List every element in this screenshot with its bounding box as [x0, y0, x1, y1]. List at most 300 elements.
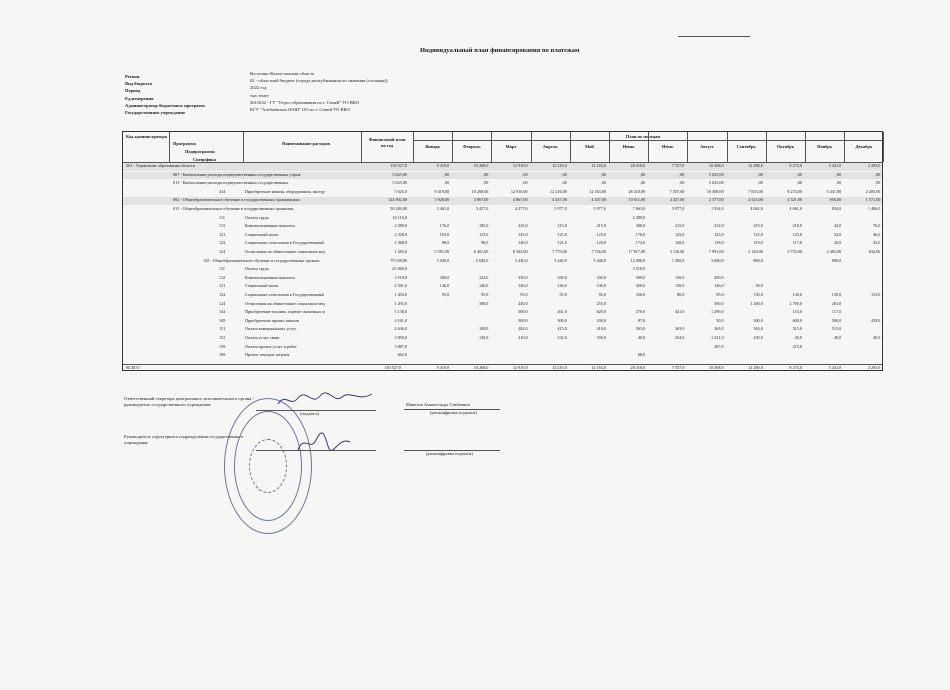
row-plan: 1 494,0 — [394, 292, 407, 297]
row-name: Компенсационные выплаты — [245, 274, 295, 280]
grid-line — [766, 132, 767, 162]
row-month-value: 7 991,00 — [708, 249, 724, 254]
row-month-value: 4 062,0 — [750, 206, 763, 211]
row-code: 159 — [219, 343, 226, 349]
row-month-value: 200,0 — [714, 274, 724, 280]
row-month-value: 800,0 — [831, 257, 842, 263]
row-month-value: 4 277,0 — [515, 206, 528, 211]
table-row — [123, 197, 882, 205]
row-code: 149 — [219, 317, 226, 323]
row-month-value: 153,0 — [870, 292, 881, 297]
row-month-value: 121,0 — [557, 240, 567, 246]
row-plan: 5 625,00 — [392, 180, 407, 186]
row-month-value: 170,0 — [635, 231, 646, 237]
row-month-value: 90,0 — [481, 240, 489, 246]
row-month-value: 12 910,0 — [512, 163, 528, 168]
row-plan: 5 625,00 — [392, 171, 407, 177]
row-name: Социальные отчисления в Государственный — [245, 240, 324, 246]
row-month-value: 95,0 — [716, 292, 724, 297]
row-code: 414 — [219, 188, 226, 194]
row-code: 011 - Общеобразовательное обучение в государственных организац — [173, 206, 294, 211]
responsible-label: Ответственный секретарь центрального исполнительного органа / руководитель государственного учреждения — [124, 396, 254, 408]
row-month-value: ,00 — [679, 180, 685, 186]
row-month-value: 1 571,00 — [865, 197, 881, 203]
row-month-value: 30,0 — [755, 283, 763, 289]
row-month-value: 255,0 — [596, 300, 606, 306]
row-month-value: 68,0 — [637, 352, 646, 358]
row-month-value: 5 581,00 — [434, 249, 450, 254]
row-month-value: 43,0 — [873, 240, 881, 246]
row-month-value: 115,0 — [479, 231, 489, 237]
row-month-value: 44,0 — [833, 223, 842, 229]
row-month-value: 254,0 — [674, 335, 685, 340]
row-month-value: 9 419,0 — [436, 163, 450, 168]
row-code: 145 - Общеобразовательное обучение в государственных организ — [203, 257, 320, 263]
row-month-value: ,00 — [600, 171, 606, 177]
row-month-value: 185,0 — [478, 223, 489, 229]
table-row — [123, 318, 882, 326]
row-month-value: 1 341,0 — [711, 335, 724, 340]
table-row — [123, 180, 882, 188]
row-plan: 1 283,0 — [394, 249, 407, 254]
row-month-value: 4 523,00 — [748, 197, 763, 203]
row-month-value: 9 419,00 — [434, 188, 450, 194]
row-month-value: ,00 — [835, 180, 842, 186]
row-month-value: 3 437,0 — [475, 206, 489, 211]
row-month-value: 322,0 — [478, 274, 489, 280]
row-code: 261 - Управление образования области — [126, 163, 195, 168]
table-row — [123, 266, 882, 274]
official-seal — [224, 398, 312, 534]
row-month-value: 26,0 — [833, 240, 842, 246]
row-month-value: 3 461,0 — [436, 206, 450, 211]
row-month-value: 3 600,0 — [711, 257, 724, 263]
row-month-value: 7 663,0 — [632, 206, 646, 211]
row-name: Приобретение машин, оборудования, инстру — [245, 188, 325, 194]
grid-line — [570, 132, 571, 162]
row-month-value: 95,0 — [520, 292, 528, 297]
grid-line — [123, 162, 882, 163]
row-month-value: 5 440,0 — [515, 257, 528, 263]
header-label: Период — [125, 88, 141, 94]
row-month-value: 330,0 — [518, 274, 528, 280]
decode-hint-2: (расшифровка подписи) — [426, 451, 473, 456]
row-month-value: 3 120,00 — [669, 249, 685, 254]
row-month-value: 300,0 — [478, 300, 489, 306]
row-month-value: 153,0 — [792, 309, 802, 315]
row-plan: 2 561,0 — [394, 283, 407, 289]
row-name: Оплата труда — [245, 214, 269, 220]
row-month-value: 3 977,0 — [671, 206, 685, 211]
row-plan: 124 902,00 — [388, 197, 407, 203]
row-month-value: 87,0 — [637, 317, 646, 323]
row-month-value: 300,0 — [557, 317, 567, 323]
row-month-value: 415,0 — [557, 326, 567, 332]
payments-table — [122, 131, 883, 371]
row-month-value: 3 977,0 — [554, 206, 567, 211]
decode-hint-1: (расшифровка подписи) — [430, 410, 477, 415]
row-name: Социальный налог — [245, 231, 279, 237]
row-plan: 79 538,00 — [390, 257, 407, 263]
total-month-value: 12 216,0 — [552, 365, 567, 370]
row-month-value: 240,0 — [518, 300, 528, 306]
row-month-value: 215,0 — [596, 223, 606, 229]
row-month-value: 120,0 — [674, 240, 685, 246]
month-header: Март — [505, 144, 517, 149]
row-name: Оплата коммунальных услуг — [245, 326, 297, 332]
row-month-value: 634,00 — [868, 249, 881, 254]
total-month-value: 7 557,0 — [671, 365, 685, 370]
row-month-value: 119,0 — [753, 240, 763, 246]
table-row — [123, 258, 882, 266]
row-month-value: 2 205,0 — [867, 163, 881, 168]
row-code: 152 — [219, 335, 226, 340]
row-month-value: 95,0 — [481, 292, 489, 297]
row-month-value: 46,0 — [873, 231, 881, 237]
row-month-value: 589,0 — [635, 274, 646, 280]
total-plan: 130 527,0 — [384, 365, 401, 370]
row-month-value: ,00 — [639, 180, 646, 186]
grid-line — [413, 132, 414, 162]
row-month-value: 40,0 — [873, 335, 881, 340]
row-month-value: 3 928,00 — [434, 197, 450, 203]
document-title: Индивидуальный план финансирования по платежам — [420, 47, 580, 54]
row-month-value: 3 753,00 — [787, 249, 802, 254]
row-month-value: 150,0 — [674, 274, 685, 280]
row-month-value: 7 557,0 — [671, 163, 685, 168]
grid-line — [169, 132, 170, 162]
row-name: Социальный налог — [245, 283, 279, 289]
row-month-value: 330,0 — [635, 292, 646, 297]
row-month-value: 108,0 — [478, 326, 489, 332]
row-month-value: 2 377,00 — [708, 197, 724, 203]
row-month-value: 10 368,00 — [706, 188, 724, 194]
row-code: 122 — [219, 292, 226, 297]
row-month-value: 363,0 — [635, 326, 646, 332]
row-plan: 5 138,0 — [394, 309, 407, 315]
row-month-value: 5 441,00 — [826, 188, 842, 194]
row-month-value: 4 437,00 — [669, 197, 685, 203]
row-code: 112 — [219, 274, 226, 280]
row-code: 111 — [219, 266, 225, 272]
row-month-value: 515,0 — [831, 326, 842, 332]
col-name-header: Наименование расходов — [282, 141, 330, 146]
row-plan: 1 368,0 — [394, 240, 407, 246]
row-month-value: 3 120,00 — [748, 249, 763, 254]
row-plan: 3 859,0 — [394, 335, 407, 340]
grid-line — [413, 140, 884, 141]
row-plan: 130 527,0 — [390, 163, 407, 168]
row-code: 144 — [219, 309, 226, 315]
row-month-value: 3 977,0 — [593, 206, 606, 211]
row-month-value: 117,0 — [792, 240, 802, 246]
row-month-value: 130,0 — [831, 292, 842, 297]
month-header: Июль — [662, 144, 674, 149]
row-month-value: 1 299,0 — [711, 309, 724, 315]
head-label: Руководитель структурного подразделения государственного учреждения — [124, 434, 244, 446]
row-month-value: 500,0 — [831, 317, 842, 323]
row-month-value: 363,0 — [674, 326, 685, 332]
row-month-value: ,00 — [483, 180, 489, 186]
row-month-value: 363,0 — [753, 326, 763, 332]
row-month-value: 441,0 — [674, 309, 685, 315]
header-value: 02 - областной бюджет (города республиканского значения (столицы)) — [250, 78, 388, 84]
table-row — [123, 283, 882, 291]
row-month-value: 330,0 — [596, 335, 606, 340]
month-header: Февраль — [463, 144, 481, 149]
row-month-value: 40,0 — [794, 335, 802, 340]
row-month-value: 8 343,00 — [512, 249, 528, 254]
row-month-value: 215,0 — [792, 343, 802, 349]
row-month-value: 330,0 — [557, 274, 567, 280]
table-row — [123, 206, 882, 214]
month-header: Сентябрь — [736, 144, 756, 149]
total-month-value: 12 910,0 — [512, 365, 528, 370]
row-month-value: ,00 — [443, 171, 450, 177]
row-month-value: 146,0 — [557, 283, 567, 289]
row-name: Отчисления на обязательное социальное мед — [245, 300, 326, 306]
row-code: 067 - Капитальные расходы подведомственных государственных учреж — [173, 171, 301, 177]
row-month-value: 12 280,0 — [748, 163, 763, 168]
row-plan: 4 161,0 — [394, 317, 407, 323]
row-month-value: 95,0 — [598, 292, 606, 297]
row-month-value: 834,0 — [831, 206, 842, 211]
row-month-value: 125,0 — [674, 231, 685, 237]
col-plan-header: Финансовый план на год — [368, 137, 406, 148]
row-month-value: 100,0 — [596, 317, 606, 323]
col-subprogram-header: Подпрограмма — [185, 149, 215, 154]
row-month-value: ,00 — [796, 171, 802, 177]
row-month-value: 2 700,0 — [789, 300, 802, 306]
table-row — [123, 223, 882, 231]
row-month-value: ,00 — [483, 171, 489, 177]
header-label: Вид бюджета — [125, 81, 152, 87]
row-name: Отчисления на обязательное социальное мед — [245, 249, 326, 254]
row-month-value: 146,0 — [439, 283, 450, 289]
row-month-value: 12 163,00 — [589, 188, 606, 194]
row-month-value: 470,0 — [635, 309, 646, 315]
row-month-value: 869,0 — [753, 257, 763, 263]
row-month-value: 387,0 — [714, 343, 724, 349]
col-admin-header: Код администратора — [126, 134, 167, 139]
header-value: тыс.тенге — [250, 92, 269, 98]
row-month-value: 515,0 — [792, 326, 802, 332]
row-month-value: 130,0 — [792, 292, 802, 297]
row-month-value: 40,0 — [637, 335, 646, 340]
row-name: Социальные отчисления в Государственный — [245, 292, 324, 297]
row-plan: 1 493,0 — [394, 300, 407, 306]
row-month-value: 2 485,00 — [826, 249, 842, 254]
total-row — [123, 364, 882, 373]
row-month-value: 12 000,0 — [630, 257, 646, 263]
row-code: 113 — [219, 223, 226, 229]
row-month-value: 146,0 — [478, 283, 489, 289]
table-row — [123, 301, 882, 309]
row-month-value: 125,0 — [596, 231, 606, 237]
signature-2-scribble — [294, 430, 354, 456]
row-month-value: 32,0 — [833, 231, 842, 237]
table-row — [123, 275, 882, 283]
total-month-value: 2 205,0 — [867, 365, 881, 370]
row-month-value: 146,0 — [714, 283, 724, 289]
header-value: 2022 год — [250, 85, 267, 91]
grid-line — [491, 132, 492, 162]
table-row — [123, 240, 882, 248]
row-code: 124 — [219, 249, 226, 254]
row-month-value: 2 289,0 — [632, 214, 646, 220]
table-row — [123, 344, 882, 352]
grid-line — [361, 132, 362, 162]
row-plan: 45 069,0 — [392, 266, 407, 272]
row-month-value: 5 040,0 — [475, 257, 489, 263]
row-code: 122 — [219, 240, 226, 246]
table-row — [123, 292, 882, 300]
row-month-value: ,00 — [561, 180, 567, 186]
row-month-value: 1 200,0 — [750, 300, 763, 306]
row-month-value: 146,0 — [596, 283, 606, 289]
row-month-value: 7 557,00 — [669, 188, 685, 194]
row-month-value: 4 867,00 — [512, 197, 528, 203]
row-month-value: 3 518,0 — [632, 266, 646, 272]
total-month-value: 5 441,0 — [828, 365, 842, 370]
total-month-value: 12 280,0 — [748, 365, 763, 370]
col-specific-header: Специфика — [193, 157, 216, 162]
row-month-value: 145,0 — [518, 231, 528, 237]
row-month-value: 103,0 — [439, 231, 450, 237]
row-plan: 3 518,0 — [394, 274, 407, 280]
row-month-value: 330,0 — [596, 274, 606, 280]
row-month-value: 17 817,00 — [628, 249, 646, 254]
header-label: Администратор бюджетных программ — [125, 102, 205, 108]
seal-emblem — [249, 439, 287, 493]
row-month-value: ,00 — [796, 180, 802, 186]
row-month-value: 1 934,0 — [711, 206, 724, 211]
row-month-value: 5 040,0 — [436, 257, 450, 263]
grid-line — [452, 132, 453, 162]
table-row — [123, 309, 882, 317]
row-month-value: 5 440,0 — [593, 257, 606, 263]
row-month-value: 230,0 — [753, 335, 763, 340]
row-month-value: ,00 — [679, 171, 685, 177]
header-label: Ед.измерения — [125, 95, 154, 101]
grid-line — [609, 132, 610, 162]
grid-line — [648, 132, 649, 162]
row-month-value: 245,0 — [518, 223, 528, 229]
row-month-value: 7 655,00 — [748, 188, 763, 194]
table-row — [123, 163, 882, 171]
grid-line — [531, 132, 532, 162]
header-values — [250, 70, 388, 113]
row-code: 015 - Капитальные расходы подведомственных государственных — [173, 180, 289, 186]
total-label: ВСЕГО — [126, 365, 140, 370]
table-row — [123, 215, 882, 223]
month-header: Июнь — [622, 144, 635, 149]
header-value: КГУ "Алебаевская ООШ" ОО по г. Семей УО ВКО — [250, 107, 350, 113]
total-month-value: 10 268,0 — [473, 365, 489, 370]
row-month-value: ,00 — [835, 171, 842, 177]
row-month-value: 500,0 — [518, 317, 528, 323]
row-month-value: 12 216,0 — [552, 163, 567, 168]
table-row — [123, 172, 882, 180]
row-month-value: 12 910,00 — [510, 188, 528, 194]
row-month-value: 4 437,00 — [552, 197, 567, 203]
row-month-value: 123,0 — [714, 231, 724, 237]
row-month-value: 215,0 — [674, 223, 685, 229]
months-group-header: План по месяцам — [625, 134, 661, 139]
row-month-value: 5 440,0 — [554, 257, 567, 263]
month-header: Май — [584, 144, 594, 149]
row-month-value: 80,0 — [677, 292, 685, 297]
row-month-value: 600,0 — [792, 317, 802, 323]
row-month-value: 439,0 — [870, 317, 881, 323]
row-month-value: 28 418,00 — [628, 188, 646, 194]
row-month-value: 10 268,00 — [471, 188, 489, 194]
row-month-value: 7 726,00 — [591, 249, 606, 254]
row-month-value: 300,0 — [439, 274, 450, 280]
row-month-value: 1 200,0 — [671, 257, 685, 263]
row-month-value: 300,0 — [518, 309, 528, 315]
header-value: Восточно-Казахстанская область — [250, 71, 315, 76]
grid-line — [805, 132, 806, 162]
row-month-value: 12 216,00 — [550, 188, 567, 194]
row-code: 151 — [219, 326, 226, 332]
row-plan: 5 625,0 — [394, 188, 407, 194]
header-labels — [125, 73, 205, 116]
row-month-value: ,00 — [561, 171, 567, 177]
row-name: Прочие текущие затраты — [245, 352, 290, 358]
grid-line — [243, 132, 244, 162]
col-program-header: Программа — [173, 141, 196, 146]
signature-hint-1: (подпись) — [300, 411, 320, 416]
row-code: 082 - Общеобразовательное обучение в государственных организациях — [173, 197, 300, 203]
row-month-value: 308,0 — [635, 223, 646, 229]
month-header: Декабрь — [855, 144, 873, 149]
row-month-value: 125,0 — [753, 231, 763, 237]
row-month-value: 300,0 — [753, 317, 763, 323]
row-month-value: 215,0 — [557, 223, 567, 229]
total-month-value: 10 368,0 — [708, 365, 724, 370]
row-month-value: 172,0 — [635, 240, 646, 246]
row-month-value: ,00 — [875, 171, 881, 177]
month-header: Октябрь — [776, 144, 795, 149]
row-month-value: 219,0 — [753, 223, 763, 229]
signature-1-scribble — [276, 390, 376, 410]
total-month-value: 9 419,0 — [436, 365, 450, 370]
row-month-value: 1 406,0 — [867, 206, 881, 211]
row-plan: 662,0 — [397, 352, 407, 358]
row-month-value: 10 611,00 — [628, 197, 646, 203]
row-month-value: ,00 — [600, 180, 606, 186]
header-value: 2611632 - ГУ "Отдел образования по г. Семей" УО ВКО — [250, 99, 360, 105]
row-month-value: 210,0 — [518, 335, 528, 340]
row-month-value: 261,0 — [557, 309, 567, 315]
row-month-value: 140,0 — [518, 240, 528, 246]
row-month-value: ,00 — [757, 180, 763, 186]
row-month-value: 263,0 — [831, 300, 842, 306]
row-month-value: ,00 — [875, 180, 881, 186]
row-month-value: ,00 — [757, 171, 763, 177]
row-plan: 50 284,00 — [390, 206, 407, 211]
row-name: Оплата прочих услуг и работ — [245, 343, 297, 349]
row-month-value: 50,0 — [716, 317, 724, 323]
row-month-value: 130,0 — [478, 335, 489, 340]
header-label: Регион — [125, 74, 140, 79]
row-code: 121 — [219, 231, 226, 237]
row-name: Приобретение топлива, горюче-смазочных м — [245, 309, 325, 315]
row-month-value: 146,0 — [518, 283, 528, 289]
row-month-value: 10 268,0 — [473, 163, 489, 168]
row-month-value: 40,0 — [833, 335, 842, 340]
